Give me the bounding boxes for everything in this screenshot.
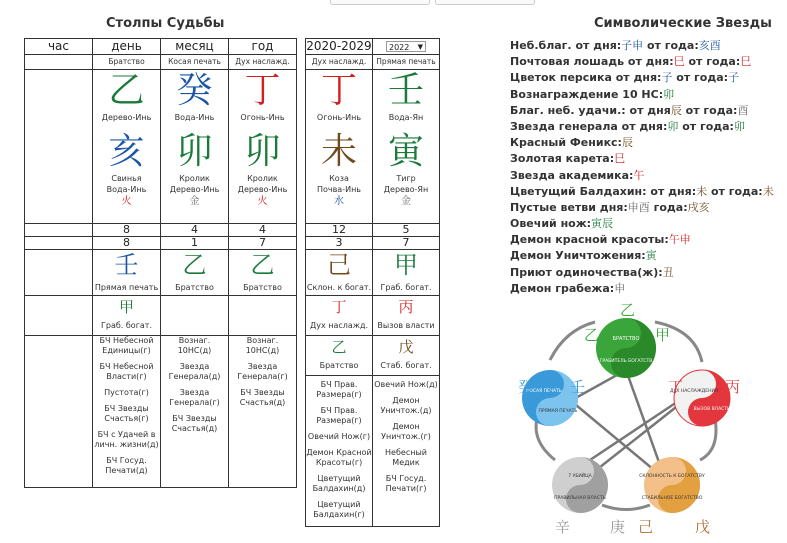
day-branch-char: 亥 (108, 131, 145, 172)
deity-hour (25, 55, 93, 70)
symbolic-star-branches: 子 (661, 71, 673, 85)
star-item: Вознаг. 10НС(д) (245, 336, 280, 355)
symbolic-star-label: Благ. неб. удачи.: от дня (510, 103, 671, 117)
day-hidden2-label: Граб. богат. (100, 321, 152, 330)
pillars-header-row (25, 39, 297, 55)
deity-year: Дух наслажд. (229, 55, 297, 70)
year-stem-label: Огонь-Инь (240, 113, 285, 122)
luck1-hidden3-label: Братство (319, 361, 359, 370)
symbolic-star-branches: 卯 (663, 87, 675, 101)
symbolic-star-sublabel: от года: (681, 103, 738, 117)
year-stem-char: 丁 (244, 70, 281, 111)
symbolic-star-branches: 巳 (740, 55, 752, 69)
luck-stars-row (306, 376, 440, 527)
symbolic-star-label: Цветок персика от дня: (510, 71, 662, 85)
luck-hidden-second-1 (306, 296, 373, 336)
star-item: Демон Красной Красоты(г) (306, 448, 372, 467)
star-item: Звезда Генерала(г) (237, 362, 288, 381)
diagram-char: 己 (638, 518, 654, 536)
star-item: БЧ Прав. Размера(г) (316, 406, 362, 425)
symbolic-star-sublabel: от дня: (646, 184, 697, 198)
symbolic-star-branches: 丑 (662, 265, 674, 279)
luck1-hidden2-label: Дух наслажд. (309, 321, 369, 330)
symbolic-star-label: Неб.благ. от дня: (510, 39, 622, 52)
luck-deity-row (306, 55, 440, 70)
symbolic-star-branches: 卯 (667, 119, 679, 133)
symbolic-star-row (510, 184, 780, 200)
diagram-char: 癸 (518, 378, 534, 396)
fire-top-label: ДУХ НАСЛАЖДЕНИЯ (670, 389, 718, 394)
day-branch-animal: Свинья (111, 174, 142, 183)
luck-stem-branch-row (306, 70, 440, 224)
symbolic-title: Символические Звезды (594, 16, 772, 31)
num1-month: 4 (161, 224, 229, 237)
symbolic-star-branches: 未 (762, 184, 774, 198)
luck-hidden-third-1 (306, 336, 373, 376)
star-item: БЧ Звезды Счастья(д) (239, 388, 286, 407)
symbolic-star-branches: 子申 (621, 39, 644, 52)
pillars-stars-row (25, 336, 297, 488)
month-branch-char: 卯 (176, 131, 213, 172)
symbolic-star-row (510, 216, 780, 232)
symbolic-star-row (510, 232, 780, 248)
pillars-hidden-second-row (25, 296, 297, 336)
diagram-char: 壬 (570, 378, 586, 396)
pillars-num-row-1 (25, 224, 297, 237)
luck2-hidden-char: 甲 (394, 251, 418, 279)
symbolic-star-row (510, 135, 780, 151)
day-hidden2-char: 甲 (118, 298, 134, 316)
symbolic-star-sublabel: от года: (684, 55, 741, 69)
year-branch-char: 卯 (244, 131, 281, 172)
star-item: Овечий Нож(г) (307, 432, 371, 441)
luck2-nayin-element: 金 (401, 196, 411, 207)
star-item: БЧ Госуд. Печати(д) (105, 456, 148, 475)
header-hour: час (25, 39, 93, 55)
day-hidden-char: 壬 (114, 251, 139, 279)
diagram-char: 丁 (668, 378, 684, 396)
wood-bottom-label: ГРАБИТЕЛЬ БОГАТСТВ (599, 359, 653, 364)
star-item: БЧ Госуд. Печати(г) (385, 474, 427, 493)
symbolic-star-sublabel: от года: (707, 184, 763, 198)
diagram-char: 甲 (655, 326, 671, 344)
symbolic-star-label: Демон Уничтожения: (510, 249, 646, 263)
luck-num-row-1 (306, 224, 440, 237)
year-hidden-label: Братство (243, 283, 282, 292)
luck-deity-2: Прямая печать (373, 55, 440, 70)
luck2-hidden3-char: 戊 (398, 338, 414, 356)
luck-table (305, 38, 440, 527)
header-year: год (229, 39, 297, 55)
header-month: месяц (161, 39, 229, 55)
water-bottom-label: ПРЯМАЯ ПЕЧАТЬ (538, 409, 578, 414)
hidden-second-hour (25, 296, 93, 336)
month-stem-label: Вода-Инь (174, 113, 215, 122)
arrow-earth-metal (602, 505, 650, 510)
symbolic-star-label: Вознаграждение 10 НС: (510, 87, 664, 101)
symbolic-star-branches: 巳 (614, 152, 626, 166)
luck-num2-2: 7 (373, 237, 440, 250)
star-item: Демон Уничтож.(д) (380, 396, 432, 415)
luck1-hidden-char: 己 (327, 251, 351, 279)
luck1-branch-animal: Коза (329, 174, 349, 183)
symbolic-star-label: Демон красной красоты: (510, 233, 669, 247)
symbolic-star-label: Звезда академика: (510, 168, 634, 182)
symbolic-star-branches: 未 (696, 184, 708, 198)
luck1-stem-char: 丁 (320, 70, 357, 111)
year-branch-animal: Кролик (247, 174, 278, 183)
year-nayin-element: 火 (257, 196, 268, 207)
year-hidden-char: 乙 (250, 251, 275, 279)
star-item: БЧ Звезды Счастья(г) (104, 404, 149, 423)
hidden-main-year (229, 250, 297, 296)
symbolic-star-row (510, 151, 780, 167)
symbolic-star-row (510, 38, 780, 54)
luck2-branch-element: Дерево-Ян (383, 185, 429, 194)
diagram-char: 庚 (610, 518, 626, 536)
month-hidden-char: 乙 (182, 251, 207, 279)
luck2-hidden3-label: Стаб. богат. (380, 361, 432, 370)
symbolic-star-branches: 卯 (733, 119, 745, 133)
num2-day: 8 (93, 237, 161, 250)
hidden-main-day (93, 250, 161, 296)
month-hidden-label: Братство (175, 283, 214, 292)
symbolic-star-sublabel: от года: (643, 39, 699, 52)
day-branch-element: Вода-Инь (106, 185, 147, 194)
top-tab-2[interactable] (435, 0, 535, 5)
luck1-branch-element: Почва-Инь (316, 185, 362, 194)
pillar-month (161, 70, 229, 224)
star-item: Небесный Медик (385, 448, 427, 467)
pillars-title: Столпы Судьбы (106, 16, 225, 31)
star-item: Цветущий Балдахин(д) (312, 474, 366, 493)
hidden-main-hour (25, 250, 93, 296)
num1-year: 4 (229, 224, 297, 237)
header-day: день (93, 39, 161, 55)
num1-hour (25, 224, 93, 237)
luck-pillar-1 (306, 70, 373, 224)
symbolic-star-row (510, 119, 780, 135)
symbolic-star-branches: 午 (633, 168, 645, 182)
luck-num1-1: 12 (306, 224, 373, 237)
star-item: Цветущий Балдахин(г) (313, 500, 365, 519)
deity-day: Братство (93, 55, 161, 70)
luck-num-row-2 (306, 237, 440, 250)
luck2-hidden2-label: Вызов власти (377, 321, 435, 330)
luck-hidden-main-row (306, 250, 440, 296)
star-item: Звезда Генерала(г) (169, 388, 220, 407)
symbolic-star-row (510, 87, 780, 103)
star-item: БЧ с Удачей в личн. жизни(д) (94, 430, 159, 449)
luck2-branch-char: 寅 (387, 131, 424, 172)
node-metal (552, 457, 608, 513)
luck-stars-1 (306, 376, 373, 527)
symbolic-star-row (510, 103, 780, 119)
hidden-main-month (161, 250, 229, 296)
hidden-second-year (229, 296, 297, 336)
star-item: Демон Уничтож.(г) (381, 422, 431, 441)
luck-hidden-main-1 (306, 250, 373, 296)
star-item: БЧ Небесной Власти(г) (99, 362, 154, 381)
pillars-table (24, 38, 297, 488)
symbolic-star-branches: 子 (728, 71, 740, 85)
luck-header-row (306, 39, 440, 55)
luck2-stem-label: Вода-Ян (388, 113, 424, 122)
symbolic-star-label: Пустые ветви дня: (510, 200, 628, 214)
day-nayin-element: 火 (121, 196, 132, 207)
earth-top-label: СКЛОННОСТЬ К БОГАТСТВУ (639, 474, 705, 479)
day-stem-char: 乙 (108, 70, 145, 111)
luck1-hidden3-char: 乙 (331, 338, 347, 356)
symbolic-star-branches: 巳 (673, 55, 685, 69)
symbolic-star-row (510, 168, 780, 184)
symbolic-star-label: Красный Феникс: (510, 136, 622, 150)
num2-year: 7 (229, 237, 297, 250)
month-branch-element: Дерево-Инь (169, 185, 220, 194)
diagram-char: 乙 (620, 301, 636, 319)
star-item: БЧ Небесной Единицы(г) (99, 336, 154, 355)
diagram-char: 丙 (725, 378, 741, 396)
node-wood (596, 318, 656, 378)
symbolic-star-branches: 辰 (621, 136, 633, 150)
star-item: Пустота(г) (104, 388, 149, 397)
star-item: Звезда Генерала(д) (168, 362, 221, 381)
symbolic-star-branches: 亥酉 (698, 39, 721, 52)
pillars-num-row-2 (25, 237, 297, 250)
symbolic-star-row (510, 248, 780, 264)
hidden-second-month (161, 296, 229, 336)
luck-num2-1: 3 (306, 237, 373, 250)
symbolic-star-label: Звезда генерала от дня: (510, 119, 668, 133)
day-hidden-label: Прямая печать (94, 283, 159, 292)
luck-pillar-2 (373, 70, 440, 224)
top-tab-1[interactable] (330, 0, 430, 5)
luck1-hidden-label: Склон. к богат. (306, 283, 372, 292)
symbolic-star-label: Почтовая лошадь от дня: (510, 55, 674, 69)
pillars-hidden-main-row (25, 250, 297, 296)
luck-stars-2 (373, 376, 440, 527)
symbolic-star-label: Приют одиночества(ж): (510, 265, 663, 279)
deity-month: Косая печать (161, 55, 229, 70)
year-branch-element: Дерево-Инь (237, 185, 288, 194)
wood-top-label: БРАТСТВО (612, 336, 640, 342)
luck1-nayin-element: 水 (334, 196, 344, 207)
star-item: Вознаг. 10НС(д) (177, 336, 212, 355)
diagram-char: 辛 (555, 518, 571, 536)
symbolic-star-branches: 午申 (668, 233, 691, 247)
num2-hour (25, 237, 93, 250)
fire-bottom-label: ВЫЗОВ ВЛАСТИ (693, 407, 731, 412)
year-select-value: 2022 (389, 43, 410, 52)
pillars-stem-branch-row (25, 70, 297, 224)
symbolic-stars-list (510, 38, 780, 297)
stars-month (161, 336, 229, 488)
symbolic-star-branches: 酉 (737, 103, 749, 117)
luck1-stem-label: Огонь-Инь (316, 113, 362, 122)
month-nayin-element: 金 (189, 196, 200, 207)
symbolic-star-row (510, 281, 780, 297)
symbolic-star-branches: 寅 (645, 249, 657, 263)
symbolic-star-row (510, 54, 780, 70)
luck-num1-2: 5 (373, 224, 440, 237)
metal-bottom-label: ПРАВИЛЬНАЯ ВЛАСТЬ (554, 496, 606, 501)
symbolic-star-branches: 辰 (670, 103, 682, 117)
symbolic-star-row (510, 265, 780, 281)
star-item: БЧ Звезды Счастья(д) (171, 414, 218, 433)
metal-top-label: 7 УБИЙЦА (568, 474, 592, 479)
water-top-label: КОСАЯ ПЕЧАТЬ (526, 389, 562, 394)
stars-day (93, 336, 161, 488)
luck2-hidden2-char: 丙 (398, 298, 414, 316)
symbolic-star-branches: 戌亥 (687, 200, 710, 214)
symbolic-star-sublabel: от года: (678, 119, 734, 133)
stars-year (229, 336, 297, 488)
luck2-hidden-label: Граб. богат. (380, 283, 432, 292)
pillars-deity-row (25, 55, 297, 70)
symbolic-star-label: Цветущий Балдахин: (510, 184, 647, 198)
day-stem-label: Дерево-Инь (101, 113, 152, 122)
symbolic-star-branches: 申 (614, 281, 626, 295)
luck-deity-1: Дух наслажд. (306, 55, 373, 70)
year-select[interactable] (386, 41, 426, 52)
symbolic-star-branches: 寅辰 (591, 217, 614, 231)
luck2-branch-animal: Тигр (396, 174, 416, 183)
luck-hidden-third-2 (373, 336, 440, 376)
pillar-hour (25, 70, 93, 224)
star-item: БЧ Прав. Размера(г) (316, 380, 362, 399)
luck-hidden-main-2 (373, 250, 440, 296)
five-elements-diagram (510, 300, 742, 540)
month-branch-animal: Кролик (179, 174, 210, 183)
star-item: Овечий Нож(д) (374, 380, 438, 389)
luck2-stem-char: 壬 (387, 70, 424, 111)
symbolic-star-sublabel: года: (649, 200, 688, 214)
symbolic-star-label: Демон грабежа: (510, 281, 615, 295)
pillar-year (229, 70, 297, 224)
symbolic-star-label: Золотая карета: (510, 152, 615, 166)
diagram-char: 乙 (584, 326, 600, 344)
luck-period: 2020-2029 (306, 39, 372, 53)
symbolic-star-sublabel: от года: (672, 71, 729, 85)
luck-year-cell (373, 39, 440, 55)
symbolic-star-row (510, 70, 780, 86)
hidden-second-day (93, 296, 161, 336)
earth-bottom-label: СТАБИЛЬНОЕ БОГАТСТВО (641, 496, 703, 501)
luck1-hidden2-char: 丁 (331, 298, 347, 316)
chevron-down-icon: ▼ (417, 43, 423, 51)
num1-day: 8 (93, 224, 161, 237)
symbolic-star-branches: 申酉 (627, 200, 650, 214)
luck1-branch-char: 未 (320, 131, 357, 172)
symbolic-star-row (510, 200, 780, 216)
diagram-char: 戊 (695, 518, 711, 536)
num2-month: 1 (161, 237, 229, 250)
month-stem-char: 癸 (176, 70, 213, 111)
symbolic-star-label: Овечий нож: (510, 217, 592, 231)
stars-hour (25, 336, 93, 488)
luck-hidden-third-row (306, 336, 440, 376)
pillar-day (93, 70, 161, 224)
luck-hidden-second-row (306, 296, 440, 336)
arrow-fire-metal (590, 400, 680, 460)
luck-hidden-second-2 (373, 296, 440, 336)
